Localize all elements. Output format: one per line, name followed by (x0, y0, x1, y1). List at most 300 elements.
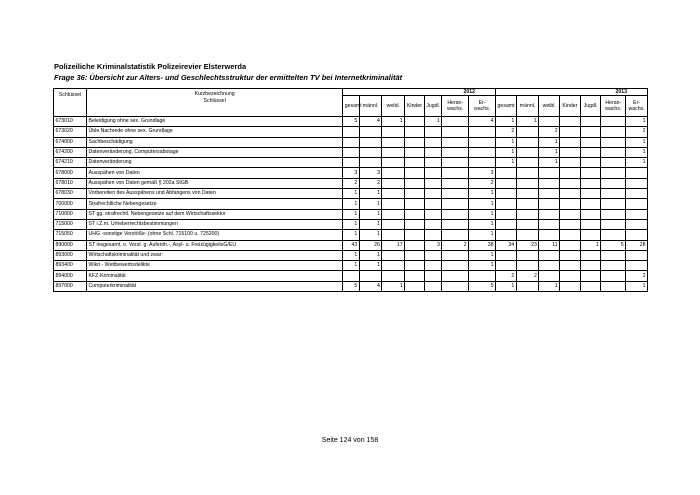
value-cell-y2012-6: 1 (469, 261, 496, 271)
row-description: UHG -sonstige Verstöße- (ohne Schl. 715100 u. 725200) (87, 230, 343, 240)
value-cell-y2013-5 (601, 178, 626, 188)
value-cell-y2012-0 (343, 158, 360, 168)
value-cell-y2012-3 (405, 127, 425, 137)
value-cell-y2012-1: 3 (359, 168, 382, 178)
value-cell-y2012-6 (469, 158, 496, 168)
table-row (54, 261, 648, 271)
value-cell-y2012-0: 1 (343, 209, 360, 219)
column-header-2012-4 (424, 96, 442, 117)
value-cell-y2012-2 (382, 127, 405, 137)
value-cell-y2013-1 (516, 168, 539, 178)
value-cell-y2013-6: 28 (626, 240, 648, 250)
value-cell-y2013-1 (516, 219, 539, 229)
value-cell-y2012-5 (442, 147, 469, 157)
value-cell-y2012-4: 3 (424, 240, 442, 250)
value-cell-y2012-3 (405, 199, 425, 209)
value-cell-y2012-1 (359, 127, 382, 137)
value-cell-y2013-4 (580, 199, 601, 209)
column-header-text: Jugdl. (583, 102, 598, 109)
column-header-2013-4 (580, 96, 601, 117)
value-cell-y2012-3 (405, 168, 425, 178)
value-cell-y2013-5 (601, 209, 626, 219)
column-header-2013-0 (496, 96, 517, 117)
value-cell-y2013-4 (580, 127, 601, 137)
table-row (54, 168, 648, 178)
row-description: Wirtschaftskriminalität und zwar: (87, 250, 343, 260)
report-title: Polizeiliche Kriminalstatistik Polizeirevier Elsterwerda (54, 62, 247, 71)
value-cell-y2013-3 (560, 137, 581, 147)
row-key: 893000 (54, 250, 87, 260)
value-cell-y2012-1: 4 (359, 117, 382, 127)
value-cell-y2013-0: 1 (496, 281, 517, 291)
row-description: Ausspähen von Daten (87, 168, 343, 178)
column-header-text: wachs. (605, 106, 622, 112)
value-cell-y2013-0 (496, 199, 517, 209)
value-cell-y2013-3 (560, 189, 581, 199)
column-header-2012-2 (382, 96, 405, 117)
value-cell-y2013-0 (496, 209, 517, 219)
value-cell-y2012-2: 17 (382, 240, 405, 250)
value-cell-y2013-2: 2 (539, 127, 560, 137)
value-cell-y2012-0 (343, 271, 360, 281)
value-cell-y2013-3 (560, 240, 581, 250)
value-cell-y2012-5 (442, 168, 469, 178)
value-cell-y2013-6: 1 (626, 147, 648, 157)
value-cell-y2013-1 (516, 127, 539, 137)
column-header-text: weibl. (542, 102, 556, 109)
value-cell-y2012-2 (382, 168, 405, 178)
value-cell-y2012-1: 1 (359, 189, 382, 199)
value-cell-y2013-2 (539, 189, 560, 199)
value-cell-y2012-2 (382, 219, 405, 229)
value-cell-y2012-1: 4 (359, 281, 382, 291)
row-description: ST gg. strafrechtl. Nebengesetze auf dem Wirtschaftssektor (87, 209, 343, 219)
value-cell-y2013-5 (601, 281, 626, 291)
value-cell-y2012-5 (442, 178, 469, 188)
value-cell-y2013-0 (496, 219, 517, 229)
value-cell-y2013-2 (539, 209, 560, 219)
value-cell-y2013-4 (580, 147, 601, 157)
column-header-2013-6 (626, 96, 648, 117)
value-cell-y2012-2: 1 (382, 117, 405, 127)
value-cell-y2012-5 (442, 261, 469, 271)
value-cell-y2012-1: 1 (359, 261, 382, 271)
value-cell-y2012-2 (382, 271, 405, 281)
value-cell-y2012-4: 1 (424, 117, 442, 127)
column-header-text: Heran- (447, 99, 464, 106)
row-description: ST insgesamt, o. Verst. g. Aufenth.-, Asyl- u. FreizügigkeitsG/EU (87, 240, 343, 250)
value-cell-y2012-0 (343, 147, 360, 157)
description-header-line1: Kurzbezeichnung (194, 91, 235, 97)
value-cell-y2012-6: 1 (469, 189, 496, 199)
value-cell-y2012-2 (382, 199, 405, 209)
value-cell-y2013-2 (539, 219, 560, 229)
value-cell-y2012-5 (442, 137, 469, 147)
year-header-2012: 2012 (343, 89, 496, 96)
report-subtitle: Frage 36: Übersicht zur Alters- und Geschlechtsstruktur der ermittelten TV bei Internetkriminalität (54, 73, 403, 82)
value-cell-y2012-0: 5 (343, 281, 360, 291)
value-cell-y2012-1 (359, 158, 382, 168)
column-header-text: Heran- (605, 99, 622, 106)
row-key: 890000 (54, 240, 87, 250)
value-cell-y2013-6: 1 (626, 137, 648, 147)
value-cell-y2013-5 (601, 189, 626, 199)
value-cell-y2012-2 (382, 230, 405, 240)
row-key: 700000 (54, 199, 87, 209)
value-cell-y2013-0 (496, 178, 517, 188)
value-cell-y2013-5 (601, 117, 626, 127)
table-row (54, 127, 648, 137)
value-cell-y2013-4 (580, 261, 601, 271)
value-cell-y2012-5 (442, 281, 469, 291)
value-cell-y2013-4 (580, 189, 601, 199)
value-cell-y2013-0 (496, 168, 517, 178)
table-row (54, 230, 648, 240)
value-cell-y2013-6 (626, 168, 648, 178)
value-cell-y2013-2 (539, 117, 560, 127)
value-cell-y2013-2 (539, 230, 560, 240)
value-cell-y2013-3 (560, 230, 581, 240)
value-cell-y2013-5 (601, 230, 626, 240)
value-cell-y2013-5 (601, 137, 626, 147)
value-cell-y2012-4 (424, 147, 442, 157)
value-cell-y2012-5 (442, 271, 469, 281)
value-cell-y2012-1: 2 (359, 178, 382, 188)
statistics-table (53, 88, 648, 292)
value-cell-y2012-3 (405, 209, 425, 219)
row-key: 710000 (54, 209, 87, 219)
value-cell-y2012-2 (382, 189, 405, 199)
table-header (54, 89, 648, 117)
value-cell-y2013-2: 1 (539, 281, 560, 291)
value-cell-y2013-4 (580, 219, 601, 229)
value-cell-y2012-6 (469, 127, 496, 137)
value-cell-y2012-3 (405, 189, 425, 199)
value-cell-y2012-6: 4 (469, 117, 496, 127)
value-cell-y2012-4 (424, 158, 442, 168)
column-header-text: männl. (362, 102, 379, 109)
value-cell-y2012-6: 1 (469, 250, 496, 260)
value-cell-y2012-1 (359, 137, 382, 147)
value-cell-y2012-2 (382, 209, 405, 219)
column-header-text: weibl. (386, 102, 400, 109)
value-cell-y2012-4 (424, 137, 442, 147)
value-cell-y2013-6 (626, 178, 648, 188)
value-cell-y2013-0: 1 (496, 158, 517, 168)
value-cell-y2012-3 (405, 178, 425, 188)
description-header-line2: Schlüssel (203, 97, 226, 104)
value-cell-y2012-2 (382, 261, 405, 271)
value-cell-y2012-1: 1 (359, 219, 382, 229)
value-cell-y2012-0: 1 (343, 219, 360, 229)
value-cell-y2013-6 (626, 261, 648, 271)
value-cell-y2013-1 (516, 230, 539, 240)
value-cell-y2013-3 (560, 219, 581, 229)
value-cell-y2012-3 (405, 261, 425, 271)
row-description: Wikri - Wettbewerbsdelikte (87, 261, 343, 271)
value-cell-y2013-2: 11 (539, 240, 560, 250)
value-cell-y2012-6: 1 (469, 230, 496, 240)
value-cell-y2012-5 (442, 219, 469, 229)
value-cell-y2013-1: 2 (516, 271, 539, 281)
value-cell-y2013-3 (560, 209, 581, 219)
value-cell-y2013-4 (580, 230, 601, 240)
column-header-text: Er- (478, 99, 486, 106)
value-cell-y2012-0: 1 (343, 199, 360, 209)
value-cell-y2013-5 (601, 168, 626, 178)
value-cell-y2013-6: 1 (626, 117, 648, 127)
value-cell-y2012-5 (442, 189, 469, 199)
year-header-2013: 2013 (496, 89, 648, 96)
column-header-2013-3 (560, 96, 581, 117)
value-cell-y2012-1: 1 (359, 209, 382, 219)
value-cell-y2012-3 (405, 117, 425, 127)
value-cell-y2012-1: 1 (359, 199, 382, 209)
value-cell-y2013-3 (560, 199, 581, 209)
value-cell-y2012-3 (405, 230, 425, 240)
value-cell-y2012-4 (424, 178, 442, 188)
row-key: 674000 (54, 137, 87, 147)
column-header-text: Jugdl. (426, 102, 441, 109)
row-key: 897000 (54, 281, 87, 291)
value-cell-y2013-2: 1 (539, 147, 560, 157)
value-cell-y2013-6: 2 (626, 127, 648, 137)
value-cell-y2012-0 (343, 127, 360, 137)
value-cell-y2013-6 (626, 189, 648, 199)
value-cell-y2012-5: 2 (442, 240, 469, 250)
table-row (54, 250, 648, 260)
value-cell-y2013-1 (516, 178, 539, 188)
value-cell-y2013-0 (496, 261, 517, 271)
row-key: 678000 (54, 168, 87, 178)
value-cell-y2012-3 (405, 147, 425, 157)
value-cell-y2012-3 (405, 219, 425, 229)
value-cell-y2012-5 (442, 199, 469, 209)
value-cell-y2012-0: 43 (343, 240, 360, 250)
value-cell-y2012-0: 5 (343, 117, 360, 127)
value-cell-y2012-5 (442, 158, 469, 168)
value-cell-y2012-6 (469, 147, 496, 157)
value-cell-y2013-4 (580, 209, 601, 219)
row-description: Datenveränderung, Computersabotage (87, 147, 343, 157)
column-header-text: gesamt (344, 102, 362, 109)
value-cell-y2013-1 (516, 199, 539, 209)
value-cell-y2012-1 (359, 271, 382, 281)
value-cell-y2012-0: 1 (343, 250, 360, 260)
value-cell-y2013-0: 34 (496, 240, 517, 250)
value-cell-y2012-1: 26 (359, 240, 382, 250)
value-cell-y2013-6: 1 (626, 158, 648, 168)
value-cell-y2013-3 (560, 127, 581, 137)
row-description: Strafrechtliche Nebengesetze (87, 199, 343, 209)
value-cell-y2013-1 (516, 189, 539, 199)
value-cell-y2013-5 (601, 271, 626, 281)
row-key: 673020 (54, 127, 87, 137)
value-cell-y2013-3 (560, 147, 581, 157)
table-row (54, 209, 648, 219)
column-header-text: gesamt (497, 102, 515, 109)
column-header-2013-5 (601, 96, 626, 117)
table-row (54, 199, 648, 209)
value-cell-y2013-5 (601, 250, 626, 260)
value-cell-y2013-0: 2 (496, 271, 517, 281)
column-header-text: wachs. (474, 106, 491, 112)
value-cell-y2013-1 (516, 261, 539, 271)
value-cell-y2013-4: 1 (580, 240, 601, 250)
value-cell-y2012-4 (424, 230, 442, 240)
value-cell-y2012-6 (469, 137, 496, 147)
value-cell-y2013-2 (539, 271, 560, 281)
value-cell-y2013-4 (580, 168, 601, 178)
value-cell-y2012-2 (382, 250, 405, 260)
value-cell-y2012-2: 1 (382, 281, 405, 291)
value-cell-y2012-5 (442, 250, 469, 260)
value-cell-y2013-1 (516, 250, 539, 260)
table-row (54, 117, 648, 127)
value-cell-y2013-1: 23 (516, 240, 539, 250)
value-cell-y2013-6: 1 (626, 281, 648, 291)
column-header-2013-1 (516, 96, 539, 117)
row-key: 673010 (54, 117, 87, 127)
value-cell-y2013-4 (580, 178, 601, 188)
value-cell-y2013-4 (580, 281, 601, 291)
value-cell-y2013-4 (580, 137, 601, 147)
value-cell-y2012-5 (442, 127, 469, 137)
value-cell-y2012-0: 1 (343, 261, 360, 271)
value-cell-y2013-4 (580, 271, 601, 281)
row-description: Vorbereiten des Ausspähens und Abfangens von Daten (87, 189, 343, 199)
column-header-text: Er- (633, 99, 641, 106)
column-header-text: wachs. (628, 106, 645, 112)
table-row (54, 178, 648, 188)
row-key: 894000 (54, 271, 87, 281)
value-cell-y2012-2 (382, 147, 405, 157)
value-cell-y2012-4 (424, 189, 442, 199)
value-cell-y2013-5 (601, 127, 626, 137)
value-cell-y2013-4 (580, 117, 601, 127)
row-key: 715000 (54, 219, 87, 229)
value-cell-y2013-4 (580, 250, 601, 260)
table-row (54, 281, 648, 291)
column-header-2012-3 (405, 96, 425, 117)
value-cell-y2013-2 (539, 199, 560, 209)
row-key: 674210 (54, 158, 87, 168)
value-cell-y2012-2 (382, 178, 405, 188)
column-header-2012-6 (469, 96, 496, 117)
value-cell-y2012-2 (382, 137, 405, 147)
value-cell-y2013-6 (626, 199, 648, 209)
value-cell-y2012-4 (424, 199, 442, 209)
table-row (54, 189, 648, 199)
value-cell-y2013-1 (516, 147, 539, 157)
value-cell-y2013-3 (560, 117, 581, 127)
value-cell-y2012-2 (382, 158, 405, 168)
key-column-header: Schlüssel (54, 89, 87, 117)
value-cell-y2012-5 (442, 117, 469, 127)
value-cell-y2013-3 (560, 168, 581, 178)
column-header-text: männl. (519, 102, 536, 109)
value-cell-y2013-6: 2 (626, 271, 648, 281)
value-cell-y2013-1: 1 (516, 117, 539, 127)
value-cell-y2012-4 (424, 261, 442, 271)
value-cell-y2012-3 (405, 271, 425, 281)
value-cell-y2013-0: 2 (496, 127, 517, 137)
value-cell-y2012-6: 1 (469, 199, 496, 209)
column-header-2013-2 (539, 96, 560, 117)
value-cell-y2013-6 (626, 209, 648, 219)
value-cell-y2013-5 (601, 158, 626, 168)
value-cell-y2013-5: 5 (601, 240, 626, 250)
row-key: 674200 (54, 147, 87, 157)
value-cell-y2013-1 (516, 209, 539, 219)
table-body (54, 117, 648, 292)
row-description: Ausspähen von Daten gemäß § 202a StGB (87, 178, 343, 188)
value-cell-y2013-3 (560, 271, 581, 281)
column-header-2012-5 (442, 96, 469, 117)
value-cell-y2013-2 (539, 261, 560, 271)
value-cell-y2013-5 (601, 147, 626, 157)
value-cell-y2012-0 (343, 137, 360, 147)
value-cell-y2012-1: 1 (359, 250, 382, 260)
row-description: Beleidigung ohne sex. Grundlage (87, 117, 343, 127)
value-cell-y2012-6: 2 (469, 178, 496, 188)
row-key: 893400 (54, 261, 87, 271)
value-cell-y2013-2 (539, 178, 560, 188)
column-header-2012-0 (343, 96, 360, 117)
row-description: Üble Nachrede ohne sex. Grundlage (87, 127, 343, 137)
value-cell-y2012-1: 1 (359, 230, 382, 240)
value-cell-y2013-0 (496, 250, 517, 260)
column-header-2012-1 (359, 96, 382, 117)
table-row (54, 137, 648, 147)
value-cell-y2013-5 (601, 199, 626, 209)
value-cell-y2012-4 (424, 250, 442, 260)
value-cell-y2012-0: 1 (343, 189, 360, 199)
value-cell-y2012-3 (405, 158, 425, 168)
column-header-text: Kinder (406, 102, 422, 109)
table-row (54, 240, 648, 250)
column-header-text: wachs. (447, 106, 464, 112)
value-cell-y2013-6 (626, 219, 648, 229)
value-cell-y2012-6: 1 (469, 209, 496, 219)
row-description: Computerkriminalität (87, 281, 343, 291)
row-description: Datenveränderung (87, 158, 343, 168)
column-header-text: Kinder (562, 102, 578, 109)
value-cell-y2012-3 (405, 240, 425, 250)
value-cell-y2013-1 (516, 158, 539, 168)
value-cell-y2013-5 (601, 261, 626, 271)
value-cell-y2012-4 (424, 219, 442, 229)
row-key: 715050 (54, 230, 87, 240)
value-cell-y2013-2: 1 (539, 158, 560, 168)
value-cell-y2012-0: 1 (343, 230, 360, 240)
value-cell-y2013-3 (560, 281, 581, 291)
value-cell-y2012-4 (424, 271, 442, 281)
value-cell-y2013-6 (626, 230, 648, 240)
value-cell-y2012-6 (469, 271, 496, 281)
value-cell-y2012-3 (405, 281, 425, 291)
value-cell-y2013-4 (580, 158, 601, 168)
value-cell-y2013-1 (516, 137, 539, 147)
table-row (54, 271, 648, 281)
row-key: 678030 (54, 189, 87, 199)
value-cell-y2013-3 (560, 250, 581, 260)
value-cell-y2012-6: 5 (469, 281, 496, 291)
value-cell-y2013-0: 1 (496, 117, 517, 127)
value-cell-y2013-2 (539, 250, 560, 260)
value-cell-y2013-0 (496, 230, 517, 240)
value-cell-y2012-6: 3 (469, 168, 496, 178)
